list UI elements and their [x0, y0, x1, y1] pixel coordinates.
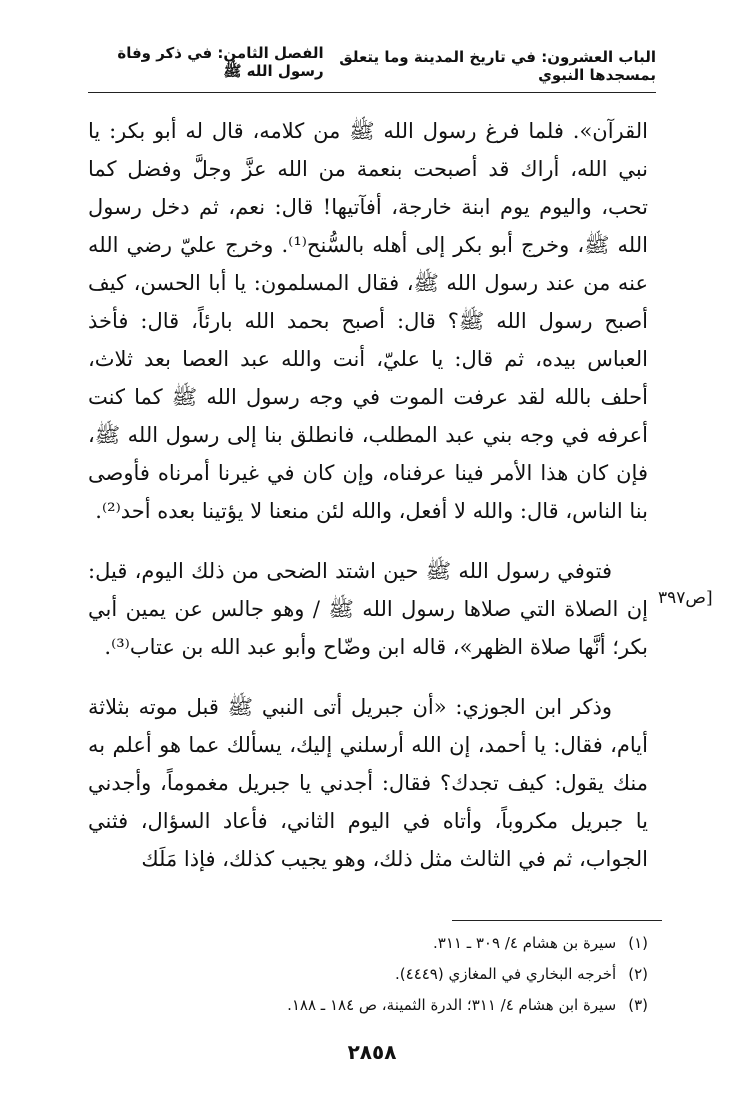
footnote-text: أخرجه البخاري في المغازي (٤٤٤٩). — [395, 965, 617, 983]
paragraph-1: القرآن». فلما فرغ رسول الله ﷺ من كلامه، قال له أبو بكر: يا نبي الله، أراك قد أصبحت بنعمة من الله عزَّ وجلَّ وفضل كما تحب، واليوم يوم ابنة خارجة، أفآتيها! قال: نعم، ثم دخل رسول الله ﷺ، وخرج أبو بكر إلى أهله بالسُّنح⁽¹⁾. وخرج عليّ رضي الله عنه من عند رسول الله ﷺ، فقال المسلمون: يا أبا الحسن، كيف أصبح رسول الله ﷺ؟ قال: أصبح بحمد الله بارئاً، قال: فأخذ العباس بيده، ثم قال: يا عليّ، أنت والله عبد العصا بعد ثلاث، أحلف بالله لقد عرفت الموت في وجه رسول الله ﷺ كما كنت أعرفه في وجه بني عبد المطلب، فانطلق بنا إلى رسول الله ﷺ، فإن كان هذا الأمر فينا عرفناه، وإن كان في غيرنا أمرناه فأوصى بنا الناس، قال: والله لا أفعل، والله لئن منعنا لا يؤتينا بعده أحد⁽²⁾. — [88, 119, 648, 523]
header-chapter-title: الباب العشرون: في تاريخ المدينة وما يتعلق بمسجدها النبوي — [339, 48, 656, 84]
footnote-text: سيرة بن هشام ٤/ ٣٠٩ ـ ٣١١. — [432, 934, 617, 952]
footnote-2 — [88, 959, 648, 990]
header-section-title: الفصل الثامن: في ذكر وفاة رسول الله ﷺ — [117, 44, 324, 80]
main-text — [88, 112, 648, 878]
footnote-divider — [452, 920, 662, 921]
footnote-number: (٣) — [628, 996, 648, 1014]
header-divider — [88, 92, 656, 93]
footnote-number: (٢) — [628, 965, 648, 983]
paragraph-3: وذكر ابن الجوزي: «أن جبريل أتى النبي ﷺ قبل موته بثلاثة أيام، فقال: يا أحمد، إن الله أرسلني إليك، يسألك عما هو أعلم به منك يقول: كيف تجدك؟ فقال: أجدني يا جبريل مغموماً، وأجدني يا جبريل مكروباً، وأتاه في اليوم الثاني، فأعاد السؤال، فثني الجواب، ثم في الثالث مثل ذلك، وهو يجيب كذلك، فإذا مَلَك — [88, 695, 648, 871]
footnotes — [88, 928, 648, 1021]
page-number: ٢٨٥٨ — [347, 1040, 397, 1064]
paragraph-2: فتوفي رسول الله ﷺ حين اشتد الضحى من ذلك اليوم، قيل: إن الصلاة التي صلاها رسول الله ﷺ / وهو جالس عن يمين أبي بكر؛ أنَّها صلاة الظهر»، قاله ابن وضّاح وأبو عبد الله بن عتاب⁽³⁾. — [88, 559, 648, 659]
footnote-1 — [88, 928, 648, 959]
margin-page-reference: [ص٣٩٧ — [658, 588, 713, 608]
footnote-3 — [88, 990, 648, 1021]
running-header — [88, 44, 656, 84]
footnote-text: سيرة ابن هشام ٤/ ٣١١؛ الدرة الثمينة، ص ١٨٤ ـ ١٨٨. — [287, 996, 617, 1014]
footnote-number: (١) — [628, 934, 648, 952]
